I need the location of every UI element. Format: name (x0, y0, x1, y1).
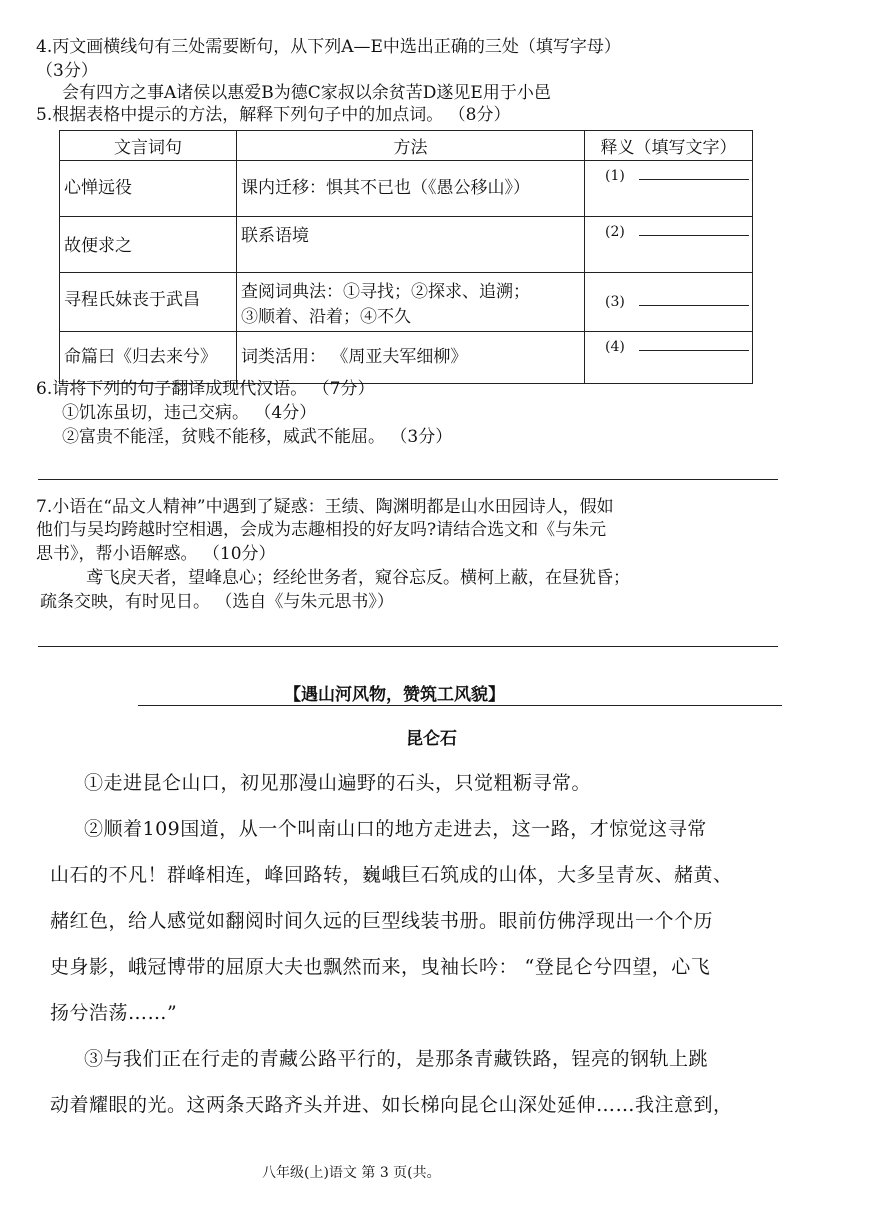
q4-sentence: 会有四方之事A诸侯以惠爱B为德C家叔以余贫苦D遂见E用于小邑 (62, 83, 551, 103)
table-row (60, 217, 753, 273)
row-phrase: 心惮远役 (60, 161, 237, 217)
answer-line[interactable] (38, 479, 778, 480)
q5-title: 5.根据表格中提示的方法，解释下列句子中的加点词。 （8分） (36, 105, 511, 125)
answer-number: (3) (605, 294, 625, 310)
paragraph-2-line4: 史身影，峨冠博带的屈原大夫也飘然而来，曳袖长吟： “登昆仑兮四望，心飞 (50, 956, 711, 978)
answer-blank[interactable] (639, 336, 749, 351)
q6-item1: ①饥冻虽切，违己交病。 （4分） (62, 403, 317, 423)
row-method-line1: 查阅词典法：①寻找；②探求、追溯； (241, 282, 530, 302)
table-row (60, 273, 753, 332)
q5-table (59, 130, 753, 384)
row-method-line2: ③顺着、沿着；④不久 (241, 307, 411, 327)
answer-blank[interactable] (639, 221, 749, 236)
q7-line1: 7.小语在“品文人精神”中遇到了疑惑：王绩、陶渊明都是山水田园诗人，假如 (36, 497, 614, 517)
answer-number: (2) (605, 224, 625, 240)
answer-number: (1) (605, 168, 625, 184)
answer-blank[interactable] (639, 291, 749, 306)
header-phrase: 文言词句 (60, 131, 237, 161)
q7-quote2: 疏条交映，有时见日。 （选自《与朱元思书》） (40, 592, 394, 612)
article-title: 昆仑石 (406, 729, 457, 749)
table-header-row (60, 131, 753, 161)
row-method: 联系语境 (237, 217, 585, 273)
q4-score: （3分） (36, 61, 98, 81)
paragraph-3-line2: 动着耀眼的光。这两条天路齐头并进、如长梯向昆仑山深处延伸……我注意到， (50, 1094, 733, 1116)
q4-line1: 4.丙文画横线句有三处需要断句，从下列A—E中选出正确的三处（填写字母） (36, 37, 621, 57)
paragraph-1: ①走进昆仑山口，初见那漫山遍野的石头，只觉粗粝寻常。 (84, 772, 592, 794)
paragraph-2-line2: 山石的不凡！群峰相连，峰回路转，巍峨巨石筑成的山体，大多呈青灰、赭黄、 (50, 864, 733, 886)
row-method: 课内迁移：惧其不已也（《愚公移山》） (237, 161, 585, 217)
answer-cell (585, 332, 753, 384)
section-title: 【遇山河风物，赞筑工风貌】 (284, 685, 505, 705)
paragraph-2-line1: ②顺着109国道，从一个叫南山口的地方走进去，这一路，才惊觉这寻常 (84, 818, 707, 840)
q7-line2: 他们与吴均跨越时空相遇，会成为志趣相投的好友吗?请结合选文和《与朱元 (36, 520, 607, 540)
answer-cell (585, 161, 753, 217)
article-body (50, 760, 790, 1128)
header-method: 方法 (237, 131, 585, 161)
answer-cell (585, 217, 753, 273)
q7-quote1: 鸢飞戾天者，望峰息心；经纶世务者，窥谷忘反。横柯上蔽，在昼犹昏； (86, 568, 630, 588)
answer-line[interactable] (38, 646, 778, 647)
paragraph-3-line1: ③与我们正在行走的青藏公路平行的，是那条青藏铁路，锃亮的钢轨上跳 (84, 1048, 709, 1070)
q6-title: 6.请将下列的句子翻译成现代汉语。 （7分） (36, 379, 375, 399)
row-phrase: 寻程氏妹丧于武昌 (60, 273, 237, 332)
paragraph-2-line5: 扬兮浩荡……” (50, 1002, 178, 1024)
row-phrase: 故便求之 (60, 217, 237, 273)
page-footer: 八年级(上)语文 第 3 页(共。 (262, 1165, 441, 1181)
table-row (60, 332, 753, 384)
paragraph-2-line3: 赭红色，给人感觉如翻阅时间久远的巨型线装书册。眼前仿佛浮现出一个个历 (50, 910, 714, 932)
section-divider (138, 705, 782, 706)
q6-item2: ②富贵不能淫，贫贱不能移，威武不能屈。 （3分） (62, 427, 453, 447)
header-meaning: 释义（填写文字） (585, 131, 753, 161)
answer-cell (585, 273, 753, 332)
answer-blank[interactable] (639, 165, 749, 180)
row-method: 词类活用： 《周亚夫军细柳》 (237, 332, 585, 384)
answer-number: (4) (605, 339, 625, 355)
row-method (237, 273, 585, 332)
q7-line3: 思书》，帮小语解惑。 （10分） (36, 544, 276, 564)
row-phrase: 命篇曰《归去来兮》 (60, 332, 237, 384)
table-row (60, 161, 753, 217)
